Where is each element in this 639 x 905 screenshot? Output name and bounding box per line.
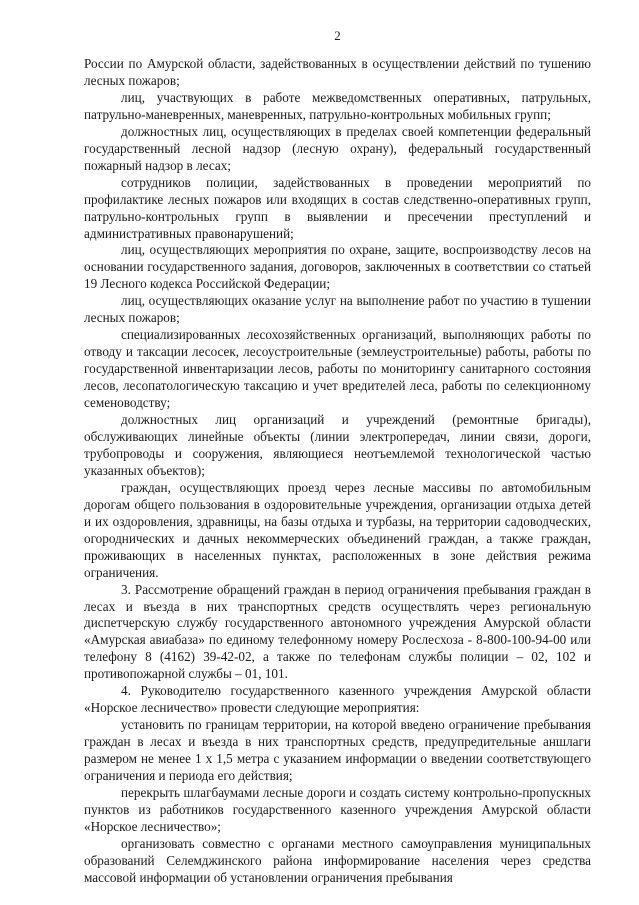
paragraph: перекрыть шлагбаумами лесные дороги и создать систему контрольно-пропускных пунктов из работников государственного казенного учреждения Амурской области «Норское лесничество»;	[84, 784, 591, 834]
page-number: 2	[334, 28, 341, 43]
paragraph: организовать совместно с органами местного самоуправления муниципальных образований Селемджинского района информирование населения через средства массовой информации об установлении ограничения пребывания	[84, 835, 591, 885]
paragraph: сотрудников полиции, задействованных в проведении мероприятий по профилактике лесных пожаров или входящих в состав следственно-оперативных групп, патрульно-контрольных групп в выявлении и пресечении преступлений и административных правонарушений;	[84, 174, 591, 241]
paragraph: специализированных лесохозяйственных организаций, выполняющих работы по отводу и таксации лесосек, лесоустроительные (землеустроительные) работы, работы по государственной инвентаризации лесов, работы по мониторингу санитарного состояния лесов, лесопатологическую таксацию и учет вредителей леса, работы по селекционному семеноводству;	[84, 327, 591, 411]
paragraph-item-3: 3. Рассмотрение обращений граждан в период ограничения пребывания граждан в лесах и въезда в них транспортных средств осуществлять через региональную диспетчерскую службу государственного автономного учреждения Амурской области «Амурская авиабаза» по единому телефонному номеру Рослесхоза - 8-800-100-94-00 или телефону 8 (4162) 39-42-02, а также по телефонам службы полиции – 02, 102 и противопожарной службы – 01, 101.	[84, 581, 591, 682]
paragraph: должностных лиц организаций и учреждений (ремонтные бригады), обслуживающих линейные объекты (линии электропередач, линии связи, дороги, трубопроводы и сооружения, являющиеся неотъемлемой технологической частью указанных объектов);	[84, 412, 591, 478]
paragraph-item-4: 4. Руководителю государственного казенного учреждения Амурской области «Норское лесничество» провести следующие мероприятия:	[84, 683, 591, 716]
paragraph: установить по границам территории, на которой введено ограничение пребывания граждан в лесах и въезда в них транспортных средств, предупредительные аншлаги размером не менее 1 х 1,5 метра с указанием информации о введении соответствующего ограничения и периода его действия;	[84, 717, 591, 784]
paragraph: лиц, осуществляющих оказание услуг на выполнение работ по участию в тушении лесных пожаров;	[84, 293, 591, 326]
paragraph: лиц, осуществляющих мероприятия по охране, защите, воспроизводству лесов на основании государственного задания, договоров, заключенных в соответствии со статьей 19 Лесного кодекса Российской Федерации;	[84, 242, 591, 292]
paragraph: граждан, осуществляющих проезд через лесные массивы по автомобильным дорогам общего пользования в оздоровительные учреждения, организации отдыха детей и их оздоровления, здравницы, на базы отдыха и турбазы, на территории садоводческих, огороднических и дачных некоммерческих объединений граждан, а также граждан, проживающих в населенных пунктах, расположенных в зоне действия режима ограничения.	[84, 479, 591, 580]
paragraph: должностных лиц, осуществляющих в пределах своей компетенции федеральный государственный лесной надзор (лесную охрану), федеральный государственный пожарный надзор в лесах;	[84, 123, 591, 173]
paragraph-continuation: России по Амурской области, задействованных в осуществлении действий по тушению лесных пожаров;	[84, 56, 591, 88]
paragraph: лиц, участвующих в работе межведомственных оперативных, патрульных, патрульно-маневренных, маневренных, патрульно-контрольных мобильных групп;	[84, 89, 591, 122]
